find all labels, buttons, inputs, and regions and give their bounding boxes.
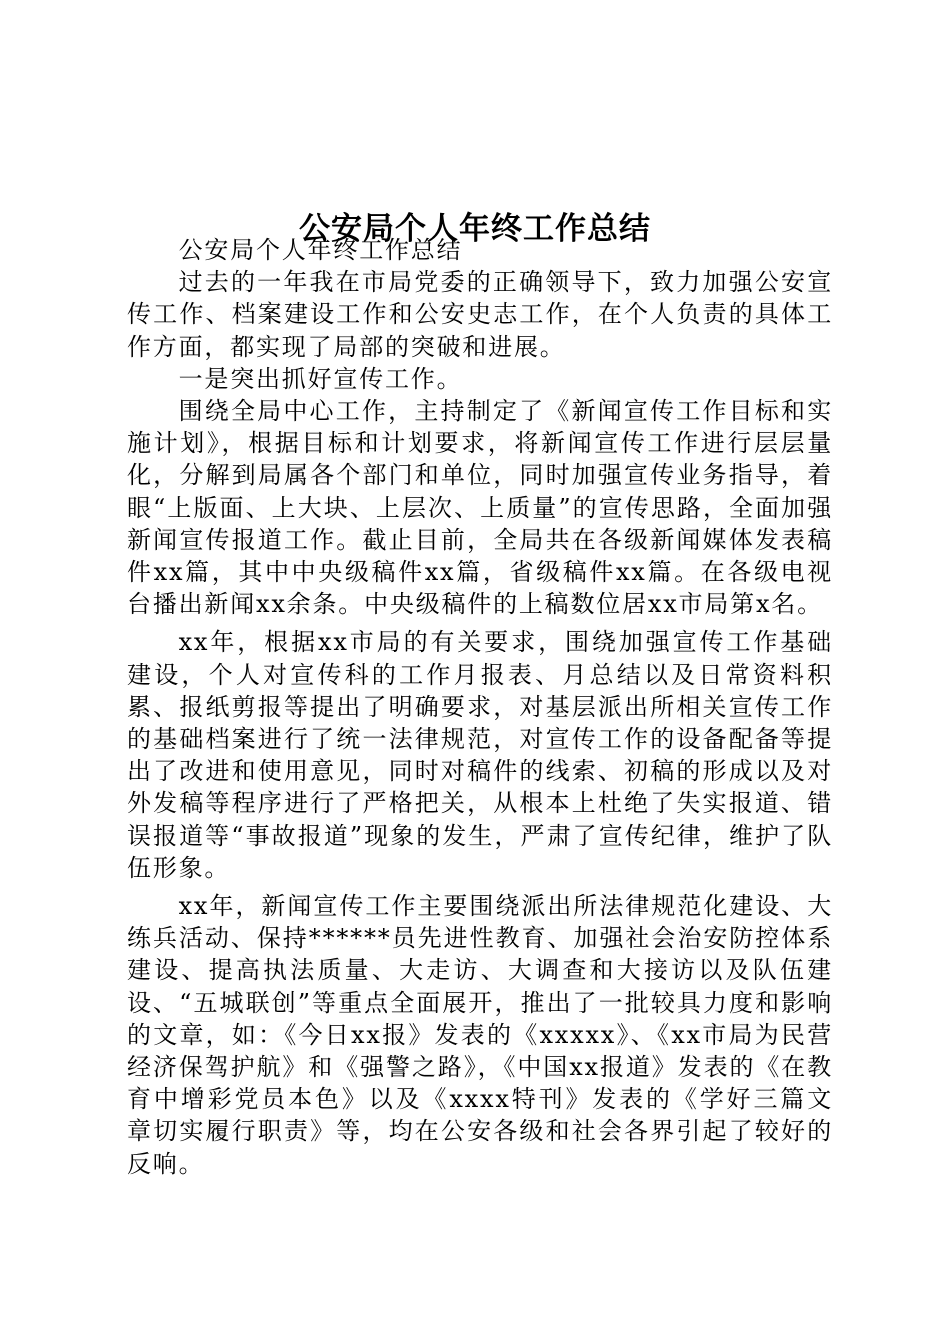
body-paragraph-news-focus: xx年，新闻宣传工作主要围绕派出所法律规范化建设、大练兵活动、保持******员先进性教育、加强社会治安防控体系建设、提高执法质量、大走访、大调查和大接访以及队伍建设、“五城联创”等重点全面展开，推出了一批较具力度和影响的文章，如：《今日xx报》发表的《xxxxx》、《xx市局为民营经济保驾护航》和《强警之路》，《中国xx报道》发表的《在教育中增彩党员本色》以及《xxxx特刊》发表的《学好三篇文章切实履行职责》等，均在公安各级和社会各界引起了较好的反响。: [127, 892, 833, 1178]
body-paragraph-subtitle: 公安局个人年终工作总结: [178, 236, 463, 264]
body-paragraph-news-plan: 围绕全局中心工作，主持制定了《新闻宣传工作目标和实施计划》，根据目标和计划要求，将新闻宣传工作进行层层量化，分解到局属各个部门和单位，同时加强宣传业务指导，着眼“上版面、上大块、上层次、上质量”的宣传思路，全面加强新闻宣传报道工作。截止目前，全局共在各级新闻媒体发表稿件xx篇，其中中央级稿件xx篇，省级稿件xx篇。在各级电视台播出新闻xx余条。中央级稿件的上稿数位居xx市局第x名。: [127, 397, 833, 619]
body-paragraph-heading-publicity: 一是突出抓好宣传工作。: [178, 364, 463, 393]
body-paragraph-basic-construction: xx年，根据xx市局的有关要求，围绕加强宣传工作基础建设，个人对宣传科的工作月报表、月总结以及日常资料积累、报纸剪报等提出了明确要求，对基层派出所相关宣传工作的基础档案进行了统一法律规范，对宣传工作的设备配备等提出了改进和使用意见，同时对稿件的线索、初稿的形成以及对外发稿等程序进行了严格把关，从根本上杜绝了失实报道、错误报道等“事故报道”现象的发生，严肃了宣传纪律，维护了队伍形象。: [127, 628, 833, 882]
document-title: 公安局个人年终工作总结: [299, 210, 651, 247]
document-body: [127, 234, 833, 1180]
body-paragraph-intro: 过去的一年我在市局党委的正确领导下，致力加强公安宣传工作、档案建设工作和公安史志工作，在个人负责的具体工作方面，都实现了局部的突破和进展。: [127, 268, 833, 361]
